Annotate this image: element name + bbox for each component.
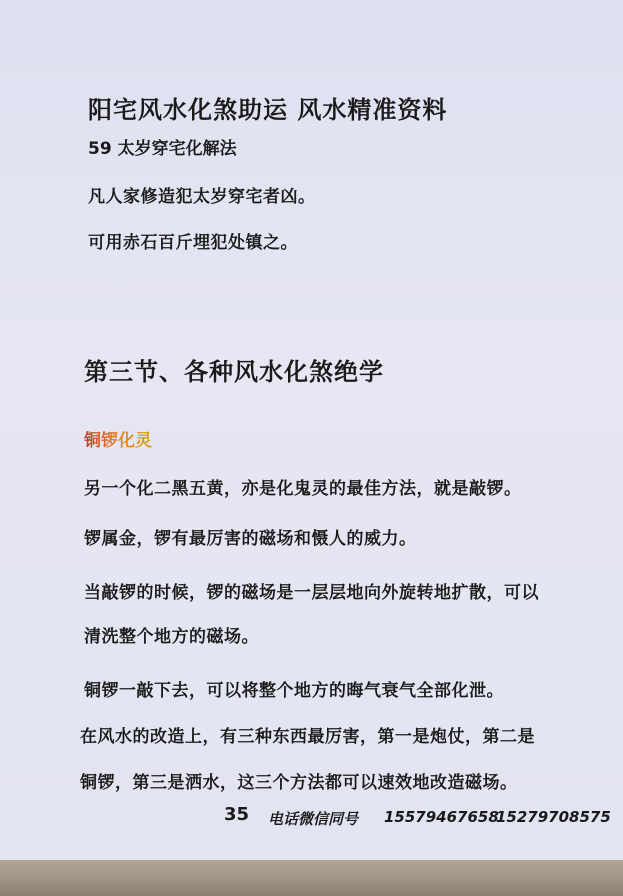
contact-label: 电话微信同号 [268,810,359,828]
intro-line: 可用赤石百斤埋犯处镇之。 [88,233,298,253]
document-title: 阳宅风水化煞助运 风水精准资料 [88,96,448,124]
paragraph-line: 清洗整个地方的磁场。 [84,627,259,647]
paragraph-line: 铜锣一敲下去，可以将整个地方的晦气衰气全部化泄。 [84,681,504,701]
paragraph-line: 另一个化二黑五黄，亦是化鬼灵的最佳方法，就是敲锣。 [84,479,522,499]
background-surface [0,860,623,896]
intro-line: 凡人家修造犯太岁穿宅者凶。 [88,187,316,207]
phone-number: 15579467658 [384,808,499,826]
paragraph-line: 铜锣，第三是洒水，这三个方法都可以速效地改造磁场。 [80,773,518,793]
paragraph-line: 在风水的改造上，有三种东西最厉害，第一是炮仗，第二是 [80,727,535,747]
section-heading: 第三节、各种风水化煞绝学 [84,358,384,386]
document-subtitle: 59 太岁穿宅化解法 [88,139,237,159]
phone-number: 15279708575 [496,808,611,826]
page-number: 35 [224,804,250,825]
section-subheading: 铜锣化灵 [84,426,152,451]
paragraph-line: 当敲锣的时候，锣的磁场是一层层地向外旋转地扩散，可以 [84,583,539,603]
paragraph-line: 锣属金，锣有最厉害的磁场和慑人的威力。 [84,529,417,549]
